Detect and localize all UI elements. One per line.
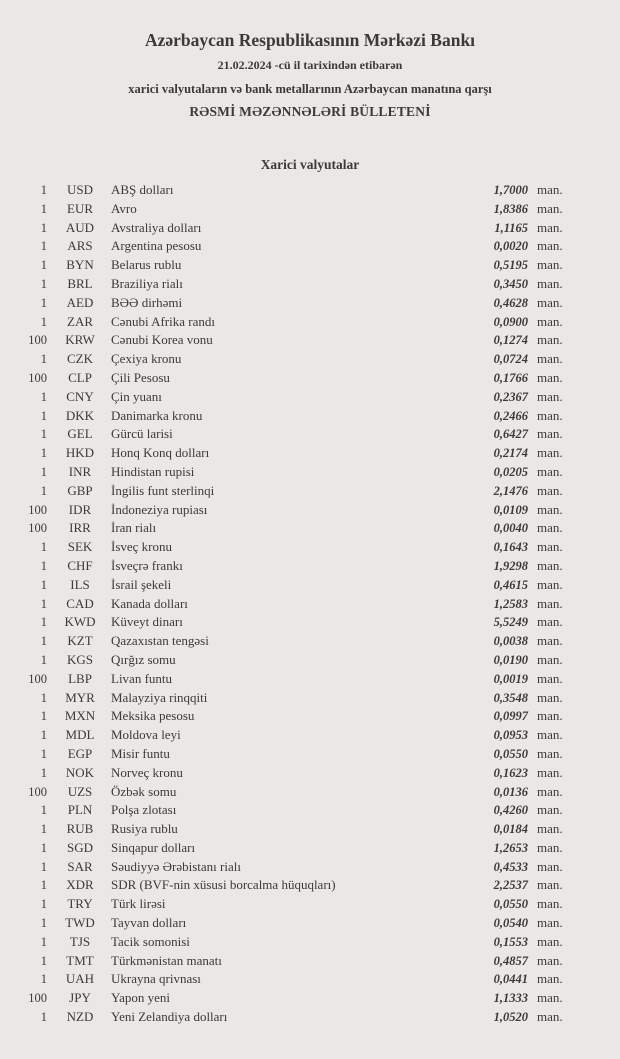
quantity-cell: 1 <box>40 822 47 837</box>
currency-code-cell: NZD <box>66 1009 94 1025</box>
quantity-cell: 100 <box>28 991 47 1006</box>
table-row <box>0 314 570 333</box>
table-row <box>0 934 570 953</box>
table-row <box>0 502 570 521</box>
unit-cell: man. <box>537 275 563 291</box>
currency-name-cell: Avro <box>111 200 137 216</box>
table-row <box>0 953 570 972</box>
rate-value-cell: 0,0136 <box>493 784 528 799</box>
table-row <box>0 483 570 502</box>
table-row <box>0 896 570 915</box>
rate-value-cell: 0,1553 <box>493 934 528 949</box>
table-row <box>0 238 570 257</box>
unit-cell: man. <box>537 482 563 498</box>
rate-value-cell: 0,0550 <box>493 897 528 912</box>
unit-cell: man. <box>537 576 563 592</box>
currency-code-cell: MYR <box>65 689 95 705</box>
rate-value-cell: 0,3450 <box>493 276 528 291</box>
table-row <box>0 596 570 615</box>
currency-name-cell: BƏƏ dirhəmi <box>111 294 183 310</box>
quantity-cell: 1 <box>40 183 47 197</box>
currency-code-cell: KGS <box>66 651 93 667</box>
currency-name-cell: Misir funtu <box>111 745 170 761</box>
currency-code-cell: IRR <box>69 520 91 536</box>
quantity-cell: 1 <box>40 483 47 498</box>
unit-cell: man. <box>537 557 563 573</box>
unit-cell: man. <box>537 727 563 743</box>
rate-value-cell: 1,2653 <box>493 840 528 855</box>
unit-cell: man. <box>537 294 563 310</box>
quantity-cell: 1 <box>40 389 47 404</box>
currency-name-cell: İran rialı <box>111 520 157 536</box>
bulletin-subtitle: xarici valyutaların və bank metallarının Azərbaycan manatına qarşı <box>128 82 492 96</box>
quantity-cell: 1 <box>40 220 47 235</box>
quantity-cell: 1 <box>40 540 47 555</box>
table-row <box>0 859 570 878</box>
rate-value-cell: 1,7000 <box>493 183 528 197</box>
rate-value-cell: 2,1476 <box>493 483 528 498</box>
rate-value-cell: 0,0900 <box>493 314 528 329</box>
unit-cell: man. <box>537 839 563 855</box>
unit-cell: man. <box>537 238 563 254</box>
currency-code-cell: EGP <box>67 745 93 761</box>
rate-value-cell: 0,1274 <box>493 333 528 348</box>
currency-name-cell: Özbək somu <box>111 783 177 799</box>
currency-code-cell: NOK <box>65 764 95 780</box>
currency-name-cell: Tacik somonisi <box>111 933 190 949</box>
currency-code-cell: KWD <box>64 614 96 630</box>
table-row <box>0 821 570 840</box>
bank-title: Azərbaycan Respublikasının Mərkəzi Bankı <box>144 30 476 50</box>
currency-code-cell: SEK <box>67 539 93 555</box>
rate-value-cell: 1,9298 <box>493 558 528 573</box>
unit-cell: man. <box>537 219 563 235</box>
currency-code-cell: CLP <box>68 369 92 385</box>
unit-cell: man. <box>537 783 563 799</box>
quantity-cell: 1 <box>40 840 47 855</box>
table-row <box>0 652 570 671</box>
rate-value-cell: 0,5195 <box>493 258 528 273</box>
quantity-cell: 1 <box>40 690 47 705</box>
quantity-cell: 100 <box>28 502 47 517</box>
table-row <box>0 877 570 896</box>
currency-code-cell: GBP <box>67 482 93 498</box>
rate-value-cell: 1,1165 <box>494 220 528 235</box>
unit-cell: man. <box>537 821 563 837</box>
quantity-cell: 1 <box>40 201 47 216</box>
rate-value-cell: 0,0997 <box>493 709 528 724</box>
table-row <box>0 389 570 408</box>
rate-value-cell: 0,4628 <box>493 295 528 310</box>
rate-value-cell: 0,0190 <box>493 652 528 667</box>
currency-code-cell: SAR <box>67 858 93 874</box>
currency-name-cell: Cənubi Korea vonu <box>111 332 213 348</box>
table-row <box>0 464 570 483</box>
unit-cell: man. <box>537 351 563 367</box>
currency-code-cell: EUR <box>67 200 93 216</box>
quantity-cell: 1 <box>40 314 47 329</box>
currency-code-cell: AUD <box>65 219 95 235</box>
currency-name-cell: Türk lirəsi <box>111 896 166 912</box>
unit-cell: man. <box>537 971 563 987</box>
rate-value-cell: 0,2367 <box>493 389 528 404</box>
unit-cell: man. <box>537 182 563 197</box>
unit-cell: man. <box>537 802 563 818</box>
unit-cell: man. <box>537 933 563 949</box>
unit-cell: man. <box>537 200 563 216</box>
quantity-cell: 1 <box>40 239 47 254</box>
table-row <box>0 520 570 539</box>
currency-code-cell: JPY <box>69 990 91 1006</box>
unit-cell: man. <box>537 501 563 517</box>
table-row <box>0 765 570 784</box>
currency-name-cell: Polşa zlotası <box>111 802 177 818</box>
rate-value-cell: 0,4615 <box>493 577 528 592</box>
currency-code-cell: LBP <box>68 670 92 686</box>
quantity-cell: 1 <box>40 276 47 291</box>
rate-value-cell: 0,0109 <box>493 502 528 517</box>
unit-cell: man. <box>537 539 563 555</box>
quantity-cell: 100 <box>28 333 47 348</box>
currency-code-cell: TMT <box>66 952 94 968</box>
rates-table <box>0 182 620 1028</box>
effective-date-line: 21.02.2024 -cü il tarixindən etibarən <box>217 58 403 72</box>
table-row <box>0 708 570 727</box>
unit-cell: man. <box>537 745 563 761</box>
table-row <box>0 1009 570 1028</box>
table-row <box>0 802 570 821</box>
currency-name-cell: Belarus rublu <box>111 257 182 273</box>
rate-value-cell: 0,2466 <box>493 408 528 423</box>
unit-cell: man. <box>537 689 563 705</box>
rate-value-cell: 0,4857 <box>493 953 528 968</box>
currency-code-cell: KZT <box>67 633 93 649</box>
table-row <box>0 840 570 859</box>
quantity-cell: 100 <box>28 784 47 799</box>
currency-name-cell: Çexiya kronu <box>111 351 182 367</box>
currency-code-cell: HKD <box>65 445 95 461</box>
rate-value-cell: 0,0540 <box>493 916 528 931</box>
rate-value-cell: 1,2583 <box>493 596 528 611</box>
unit-cell: man. <box>537 877 563 893</box>
table-row <box>0 408 570 427</box>
table-row <box>0 971 570 990</box>
rate-value-cell: 0,0550 <box>493 746 528 761</box>
currency-name-cell: Sinqapur dolları <box>111 839 196 855</box>
currency-name-cell: Danimarka kronu <box>111 407 203 423</box>
currency-name-cell: Malayziya rinqqiti <box>111 689 208 705</box>
currency-name-cell: Tayvan dolları <box>111 915 187 931</box>
currency-code-cell: MXN <box>64 708 96 724</box>
currency-code-cell: CAD <box>66 595 94 611</box>
currency-name-cell: İngilis funt sterlinqi <box>111 482 215 498</box>
bulletin-title: RƏSMİ MƏZƏNNƏLƏRİ BÜLLETENİ <box>189 104 431 119</box>
unit-cell: man. <box>537 332 563 348</box>
currency-name-cell: Livan funtu <box>111 670 173 686</box>
currency-code-cell: MDL <box>65 727 95 743</box>
unit-cell: man. <box>537 990 563 1006</box>
table-row <box>0 351 570 370</box>
rate-value-cell: 1,1333 <box>493 991 528 1006</box>
currency-code-cell: ARS <box>67 238 93 254</box>
unit-cell: man. <box>537 896 563 912</box>
rate-value-cell: 0,0020 <box>493 239 528 254</box>
rate-value-cell: 0,0724 <box>493 352 528 367</box>
currency-name-cell: SDR (BVF-nin xüsusi borcalma hüquqları) <box>111 877 336 893</box>
currency-code-cell: DKK <box>65 407 95 423</box>
table-row <box>0 558 570 577</box>
rate-value-cell: 0,6427 <box>493 427 528 442</box>
quantity-cell: 1 <box>40 258 47 273</box>
currency-code-cell: GEL <box>67 426 93 442</box>
currency-name-cell: Norveç kronu <box>111 764 183 780</box>
currency-name-cell: Qazaxıstan tengəsi <box>111 633 209 649</box>
table-row <box>0 220 570 239</box>
table-row <box>0 426 570 445</box>
table-row <box>0 445 570 464</box>
quantity-cell: 1 <box>40 408 47 423</box>
quantity-cell: 1 <box>40 972 47 987</box>
currency-name-cell: Türkmənistan manatı <box>111 952 222 968</box>
unit-cell: man. <box>537 426 563 442</box>
table-row <box>0 690 570 709</box>
unit-cell: man. <box>537 858 563 874</box>
currency-code-cell: PLN <box>67 802 93 818</box>
currency-name-cell: İsveçrə frankı <box>111 557 183 573</box>
currency-code-cell: UAH <box>65 971 95 987</box>
currency-name-cell: Avstraliya dolları <box>111 219 202 235</box>
rate-value-cell: 0,4533 <box>493 859 528 874</box>
currency-code-cell: USD <box>66 182 93 197</box>
currency-name-cell: Cənubi Afrika randı <box>111 313 215 329</box>
table-row <box>0 539 570 558</box>
table-row <box>0 276 570 295</box>
table-row <box>0 257 570 276</box>
quantity-cell: 1 <box>40 803 47 818</box>
table-row <box>0 370 570 389</box>
quantity-cell: 1 <box>40 916 47 931</box>
section-title: Xarici valyutalar <box>260 157 360 172</box>
bulletin-header <box>0 0 620 120</box>
rate-value-cell: 0,0019 <box>493 671 528 686</box>
currency-name-cell: İsveç kronu <box>111 539 173 555</box>
currency-name-cell: Yapon yeni <box>111 990 170 1006</box>
currency-code-cell: XDR <box>66 877 94 893</box>
rate-value-cell: 0,0038 <box>493 634 528 649</box>
unit-cell: man. <box>537 445 563 461</box>
rate-value-cell: 0,1623 <box>493 765 528 780</box>
currency-name-cell: Yeni Zelandiya dolları <box>111 1009 228 1025</box>
currency-name-cell: Küveyt dinarı <box>111 614 183 630</box>
unit-cell: man. <box>537 388 563 404</box>
currency-name-cell: Gürcü larisi <box>111 426 173 442</box>
unit-cell: man. <box>537 651 563 667</box>
currency-code-cell: KRW <box>65 332 95 348</box>
unit-cell: man. <box>537 369 563 385</box>
rate-value-cell: 0,2174 <box>493 446 528 461</box>
quantity-cell: 1 <box>40 295 47 310</box>
currency-name-cell: Kanada dolları <box>111 595 188 611</box>
table-row <box>0 633 570 652</box>
table-row <box>0 746 570 765</box>
quantity-cell: 1 <box>40 859 47 874</box>
currency-code-cell: TWD <box>65 915 95 931</box>
rate-value-cell: 2,2537 <box>493 878 528 893</box>
unit-cell: man. <box>537 633 563 649</box>
rate-value-cell: 0,0184 <box>493 822 528 837</box>
currency-code-cell: BYN <box>66 257 94 273</box>
unit-cell: man. <box>537 614 563 630</box>
quantity-cell: 1 <box>40 464 47 479</box>
quantity-cell: 1 <box>40 746 47 761</box>
currency-code-cell: CHF <box>67 557 93 573</box>
unit-cell: man. <box>537 1009 563 1025</box>
rate-value-cell: 1,0520 <box>493 1010 528 1025</box>
currency-code-cell: UZS <box>67 783 93 799</box>
unit-cell: man. <box>537 764 563 780</box>
rate-value-cell: 0,0040 <box>493 521 528 536</box>
currency-name-cell: Qırğız somu <box>111 651 176 667</box>
currency-code-cell: IDR <box>68 501 92 517</box>
table-row <box>0 784 570 803</box>
rate-value-cell: 0,1643 <box>493 540 528 555</box>
currency-code-cell: ILS <box>70 576 90 592</box>
currency-name-cell: Moldova leyi <box>111 727 181 743</box>
rate-value-cell: 0,3548 <box>493 690 528 705</box>
quantity-cell: 1 <box>40 897 47 912</box>
unit-cell: man. <box>537 407 563 423</box>
currency-code-cell: SGD <box>66 839 93 855</box>
currency-name-cell: Hindistan rupisi <box>111 463 195 479</box>
currency-name-cell: İsrail şekeli <box>111 576 172 592</box>
table-row <box>0 671 570 690</box>
currency-code-cell: CNY <box>66 388 94 404</box>
quantity-cell: 100 <box>28 671 47 686</box>
quantity-cell: 1 <box>40 634 47 649</box>
quantity-cell: 1 <box>40 558 47 573</box>
currency-code-cell: INR <box>68 463 92 479</box>
rate-value-cell: 0,0441 <box>493 972 528 987</box>
table-row <box>0 577 570 596</box>
unit-cell: man. <box>537 952 563 968</box>
currency-name-cell: Ukrayna qrivnası <box>111 971 201 987</box>
currency-code-cell: AED <box>66 294 94 310</box>
table-row <box>0 332 570 351</box>
quantity-cell: 1 <box>40 728 47 743</box>
quantity-cell: 1 <box>40 596 47 611</box>
unit-cell: man. <box>537 463 563 479</box>
unit-cell: man. <box>537 313 563 329</box>
currency-name-cell: Meksika pesosu <box>111 708 195 724</box>
currency-code-cell: TJS <box>69 933 91 949</box>
quantity-cell: 1 <box>40 765 47 780</box>
currency-code-cell: ZAR <box>67 313 93 329</box>
unit-cell: man. <box>537 670 563 686</box>
rate-value-cell: 1,8386 <box>493 201 528 216</box>
quantity-cell: 1 <box>40 1010 47 1025</box>
table-row <box>0 201 570 220</box>
quantity-cell: 1 <box>40 709 47 724</box>
table-row <box>0 990 570 1009</box>
table-row <box>0 915 570 934</box>
table-row <box>0 727 570 746</box>
quantity-cell: 1 <box>40 934 47 949</box>
currency-code-cell: TRY <box>67 896 93 912</box>
rate-value-cell: 0,4260 <box>493 803 528 818</box>
table-row <box>0 295 570 314</box>
quantity-cell: 1 <box>40 878 47 893</box>
currency-code-cell: RUB <box>66 821 94 837</box>
currency-name-cell: Braziliya rialı <box>111 275 183 291</box>
quantity-cell: 1 <box>40 446 47 461</box>
rate-value-cell: 5,5249 <box>493 615 528 630</box>
currency-name-cell: Argentina pesosu <box>111 238 202 254</box>
unit-cell: man. <box>537 520 563 536</box>
currency-name-cell: Çin yuanı <box>111 388 162 404</box>
quantity-cell: 1 <box>40 352 47 367</box>
quantity-cell: 1 <box>40 615 47 630</box>
currency-name-cell: Rusiya rublu <box>111 821 178 837</box>
currency-name-cell: ABŞ dolları <box>111 182 174 197</box>
currency-name-cell: Çili Pesosu <box>111 369 170 385</box>
unit-cell: man. <box>537 708 563 724</box>
quantity-cell: 100 <box>28 370 47 385</box>
table-row <box>0 182 570 201</box>
quantity-cell: 100 <box>28 521 47 536</box>
quantity-cell: 1 <box>40 427 47 442</box>
rate-value-cell: 0,0205 <box>493 464 528 479</box>
currency-code-cell: BRL <box>67 275 93 291</box>
rate-value-cell: 0,1766 <box>493 370 528 385</box>
currency-name-cell: Honq Konq dolları <box>111 445 210 461</box>
unit-cell: man. <box>537 257 563 273</box>
unit-cell: man. <box>537 595 563 611</box>
currency-name-cell: İndoneziya rupiası <box>111 501 208 517</box>
table-row <box>0 614 570 633</box>
unit-cell: man. <box>537 915 563 931</box>
quantity-cell: 1 <box>40 652 47 667</box>
quantity-cell: 1 <box>40 577 47 592</box>
rate-value-cell: 0,0953 <box>493 728 528 743</box>
currency-name-cell: Səudiyyə Ərəbistanı rialı <box>111 858 241 874</box>
quantity-cell: 1 <box>40 953 47 968</box>
currency-code-cell: CZK <box>67 351 93 367</box>
